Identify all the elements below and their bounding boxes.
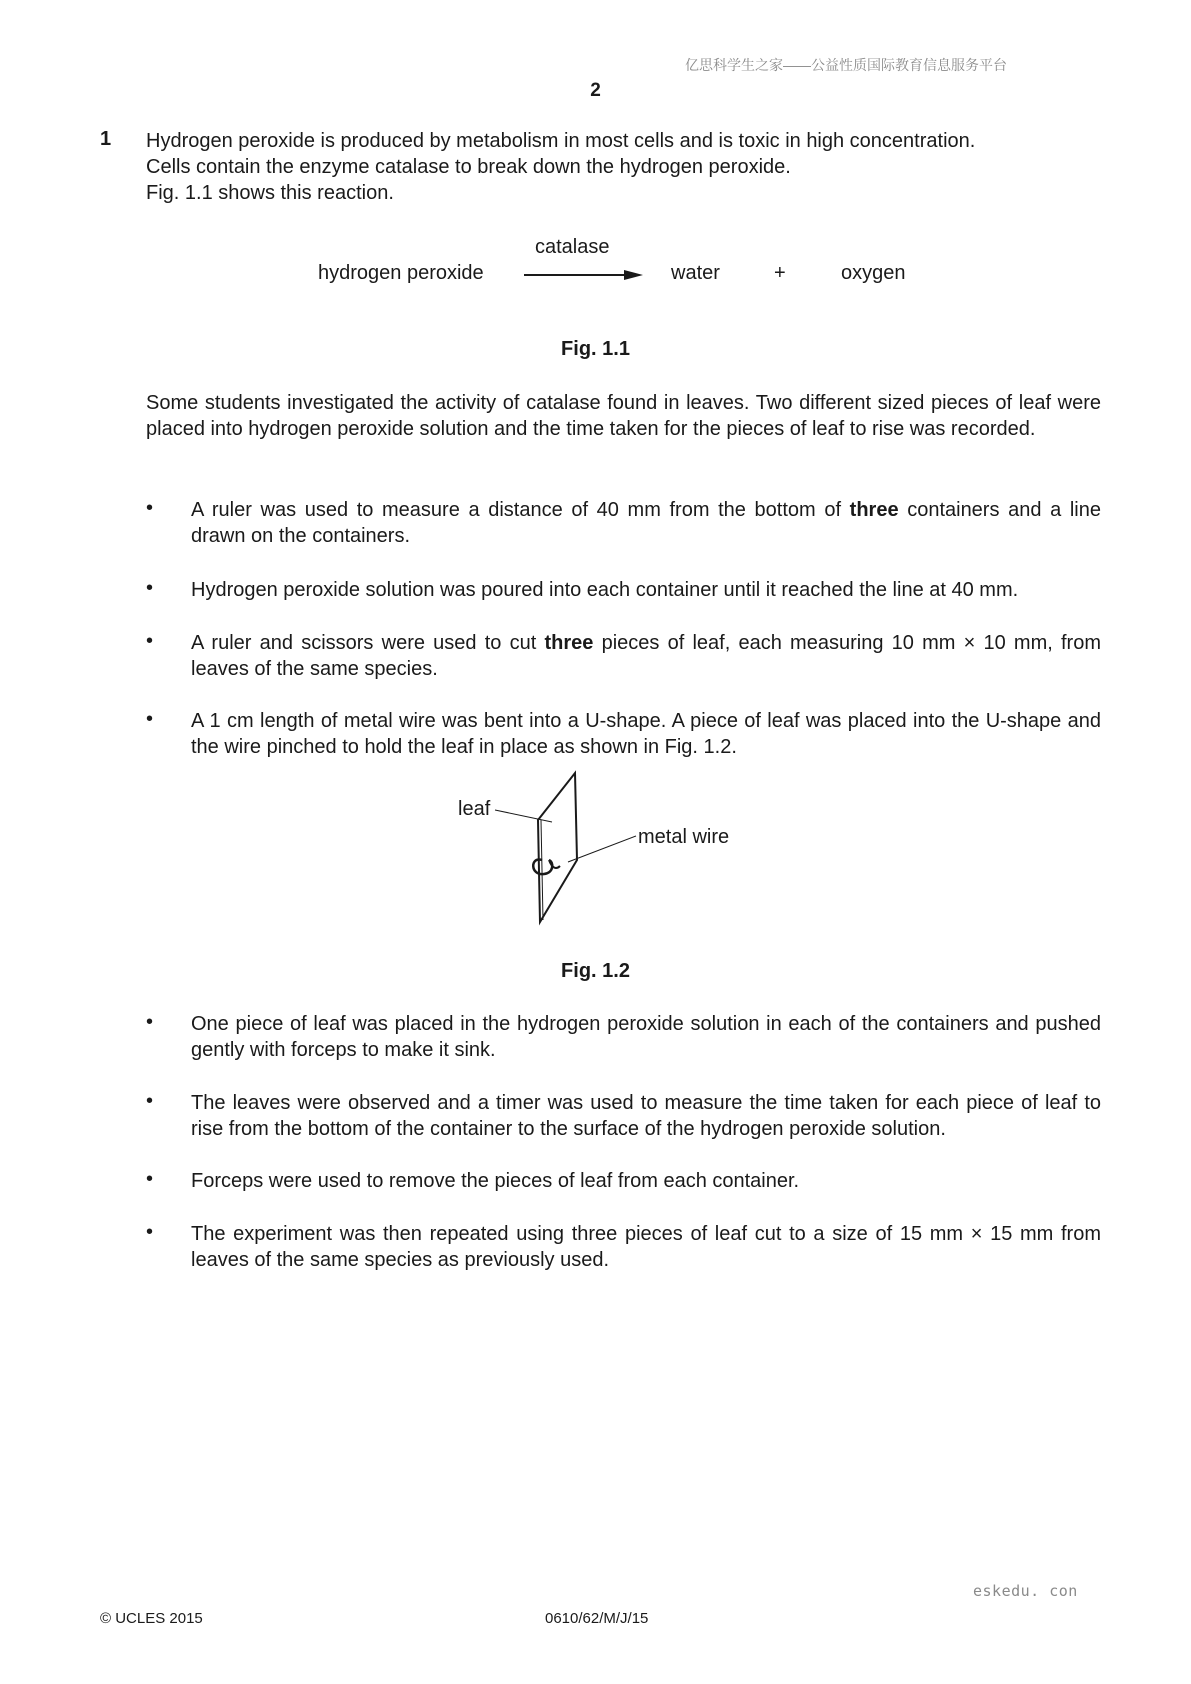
header-watermark: 亿思科学生之家——公益性质国际教育信息服务平台	[685, 57, 1007, 73]
method-paragraph: Some students investigated the activity of catalase found in leaves. Two different sized pieces of leaf were placed into hydrogen peroxide solution and the time taken for the pieces of leaf to rise was recorded.	[146, 392, 1101, 440]
reactant-label: hydrogen peroxide	[318, 262, 484, 284]
bullet-icon: •	[146, 1168, 154, 1190]
plus-sign: +	[774, 262, 786, 284]
question-number: 1	[100, 128, 112, 150]
copyright: © UCLES 2015	[100, 1610, 203, 1627]
bullet-icon: •	[146, 577, 154, 599]
product-water-label: water	[671, 262, 720, 284]
metal-wire-label: metal wire	[638, 826, 730, 848]
bullet-icon: •	[146, 1221, 154, 1243]
bullet-icon: •	[146, 1011, 154, 1033]
leaf-wire-figure-icon	[450, 770, 650, 930]
page-number: 2	[590, 80, 601, 101]
reaction-arrow-icon	[522, 268, 644, 282]
bullet-icon: •	[146, 497, 154, 519]
question-intro	[146, 128, 1106, 206]
bullet-icon: •	[146, 708, 154, 730]
bullet-icon: •	[146, 1090, 154, 1112]
fig-1-2-caption: Fig. 1.2	[561, 960, 630, 982]
paper-code: 0610/62/M/J/15	[545, 1610, 649, 1627]
intro-line: Fig. 1.1 shows this reaction.	[146, 182, 394, 204]
bullet-icon: •	[146, 630, 154, 652]
fig-1-1-caption: Fig. 1.1	[561, 338, 630, 360]
enzyme-label: catalase	[535, 236, 610, 258]
product-oxygen-label: oxygen	[841, 262, 906, 284]
intro-line: Hydrogen peroxide is produced by metabolism in most cells and is toxic in high concentration.	[146, 130, 976, 152]
footer-watermark: eskedu. con	[973, 1582, 1078, 1600]
leaf-label: leaf	[458, 798, 491, 820]
intro-line: Cells contain the enzyme catalase to break down the hydrogen peroxide.	[146, 156, 791, 178]
